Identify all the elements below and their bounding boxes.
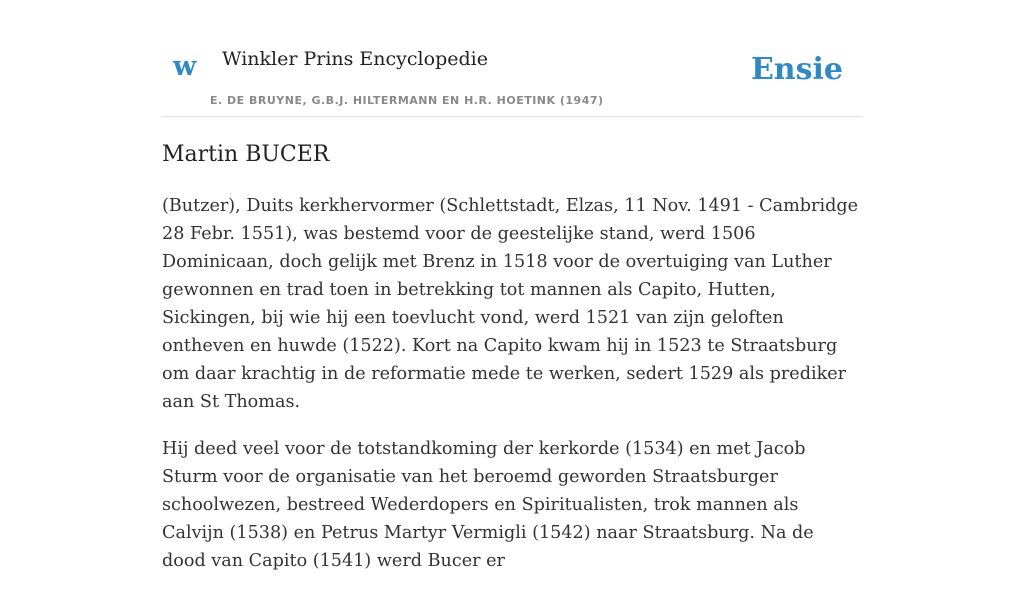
paragraph-2: Hij deed veel voor de totstandkoming der kerkorde (1534) en met Jacob Sturm voor de organisatie van het beroemd geworden Straatsburger schoolwezen, bestreed Wederdopers en Spiritualisten, trok mannen als Calvijn (1538) en Petrus Martyr Vermigli (1542) naar Straatsburg. Na de dood van Capito (1541) werd Bucer er <box>162 439 814 571</box>
site-title[interactable]: Winkler Prins Encyclopedie <box>222 48 488 70</box>
site-subtitle: E. DE BRUYNE, G.B.J. HILTERMANN EN H.R. HOETINK (1947) <box>210 94 604 107</box>
entry-title: Martin BUCER <box>162 142 330 167</box>
site-header <box>162 0 862 117</box>
paragraph-1: (Butzer), Duits kerkhervormer (Schlettstadt, Elzas, 11 Nov. 1491 - Cambridge 28 Febr. 1551), was bestemd voor de geestelijke stand, werd 1506 Dominicaan, doch gelijk met Brenz in 1518 voor de overtuiging van Luther gewonnen en trad toen in betrekking tot mannen als Capito, Hutten, Sickingen, bij wie hij een toevlucht vond, werd 1521 van zijn geloften ontheven en huwde (1522). Kort na Capito kwam hij in 1523 te Straatsburg om daar krachtig in de reformatie mede te werken, sedert 1529 als prediker aan St Thomas. <box>162 196 859 412</box>
entry-body <box>162 192 862 594</box>
ensie-logo[interactable]: Ensie <box>750 52 843 87</box>
logo-w-icon[interactable]: w <box>173 51 197 82</box>
